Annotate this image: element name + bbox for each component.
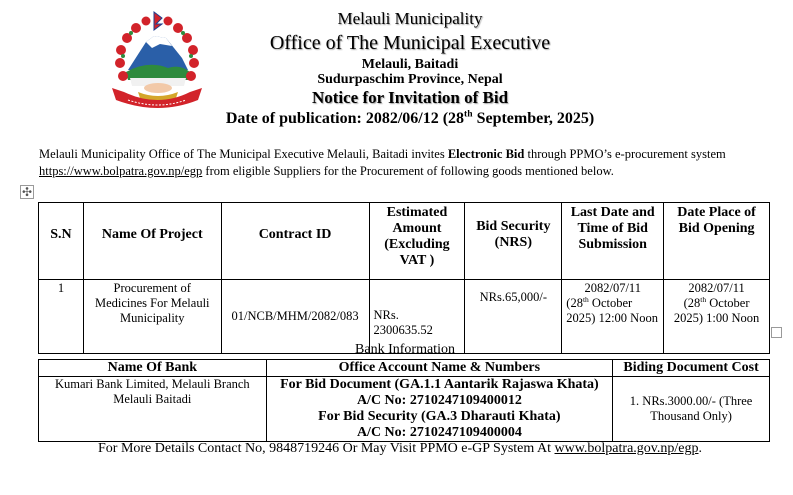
header-estimated-amount: Estimated Amount (Excluding VAT ) <box>369 203 465 280</box>
cell-estimated-amount: NRs. 2300635.52 <box>369 280 465 354</box>
header-sn: S.N <box>39 203 84 280</box>
submission-date: 2082/07/11 <box>584 281 641 295</box>
bid-table <box>38 202 770 354</box>
bolpatra-link[interactable]: https://www.bolpatra.gov.np/egp <box>39 164 203 178</box>
footer-contact <box>30 441 770 457</box>
account-number-bid-document: A/C No: 2710247109400012 <box>356 393 522 408</box>
header-bank-name: Name Of Bank <box>39 360 267 377</box>
table-move-handle-icon[interactable]: ✣ <box>21 185 33 199</box>
cell-contract-id: 01/NCB/MHM/2082/083 <box>221 280 369 354</box>
address-line-1: Melauli, Baitadi <box>361 57 459 72</box>
bank-name-line-2: Melauli Baitadi <box>113 392 192 406</box>
footer-end: . <box>698 441 702 456</box>
footer-bolpatra-link[interactable]: www.bolpatra.gov.np/egp <box>554 441 699 456</box>
intro-bold-text: Electronic Bid <box>447 147 525 161</box>
nepal-emblem-icon <box>108 8 206 112</box>
bank-table-header-row <box>39 360 770 377</box>
address-line-2: Sudurpaschim Province, Nepal <box>317 72 503 87</box>
account-bid-document: For Bid Document (GA.1.1 Aantarik Rajaswa Khata) <box>280 377 599 392</box>
cell-sn: 1 <box>39 280 84 354</box>
header-contract-id: Contract ID <box>221 203 369 280</box>
intro-text-start: Melauli Municipality Office of The Municipal Executive Melauli, Baitadi invites <box>39 147 448 161</box>
opening-date: 2082/07/11 <box>688 281 745 295</box>
office-title: Office of The Municipal Executive <box>269 32 551 54</box>
bank-name-line-1: Kumari Bank Limited, Melauli Branch <box>54 377 250 391</box>
header-account: Office Account Name & Numbers <box>266 360 613 377</box>
header-submission: Last Date and Time of Bid Submission <box>562 203 664 280</box>
cell-submission <box>562 280 664 354</box>
account-number-bid-security: A/C No: 2710247109400004 <box>356 425 522 440</box>
publication-date-sup: th <box>464 108 473 120</box>
bid-table-header-row <box>39 203 770 280</box>
footer-text: For More Details Contact No, 9848719246 Or May Visit PPMO e-GP System At <box>98 441 555 456</box>
intro-text-end: from eligible Suppliers for the Procurement of following goods mentioned below. <box>202 164 614 178</box>
submission-detail <box>566 296 659 326</box>
submission-sup: th <box>582 294 589 304</box>
account-bid-security: For Bid Security (GA.3 Dharauti Khata) <box>318 409 561 424</box>
opening-pre: (28 <box>683 296 701 310</box>
table-resize-handle-icon[interactable] <box>771 327 782 338</box>
header-opening: Date Place of Bid Opening <box>664 203 770 280</box>
opening-post: October 2025) 1:00 Noon <box>673 296 760 325</box>
notice-title: Notice for Invitation of Bid <box>311 88 509 107</box>
header-doc-cost: Biding Document Cost <box>613 360 770 377</box>
publication-date-suffix: September, 2025) <box>472 110 595 127</box>
publication-date <box>200 110 620 128</box>
header-project: Name Of Project <box>83 203 221 280</box>
cell-bank-name <box>39 377 267 442</box>
intro-text-mid: through PPMO’s e-procurement system <box>524 147 726 161</box>
table-row <box>39 377 770 442</box>
cell-bid-security: NRs.65,000/- <box>465 280 562 354</box>
bank-table <box>38 359 770 442</box>
opening-detail <box>668 296 765 326</box>
cell-doc-cost: 1. NRs.3000.00/- (Three Thousand Only) <box>613 377 770 442</box>
cell-accounts <box>266 377 613 442</box>
header-bid-security: Bid Security (NRS) <box>465 203 562 280</box>
bank-info-title: Bank Information <box>355 342 455 357</box>
submission-pre: (28 <box>566 296 583 310</box>
intro-paragraph <box>39 146 779 180</box>
cell-project: Procurement of Medicines For Melauli Municipality <box>83 280 221 354</box>
submission-post: October 2025) 12:00 Noon <box>566 296 658 325</box>
opening-sup: th <box>700 294 707 304</box>
municipality-name: Melauli Municipality <box>337 9 483 28</box>
cell-opening <box>664 280 770 354</box>
publication-date-prefix: Date of publication: 2082/06/12 (28 <box>225 110 465 127</box>
